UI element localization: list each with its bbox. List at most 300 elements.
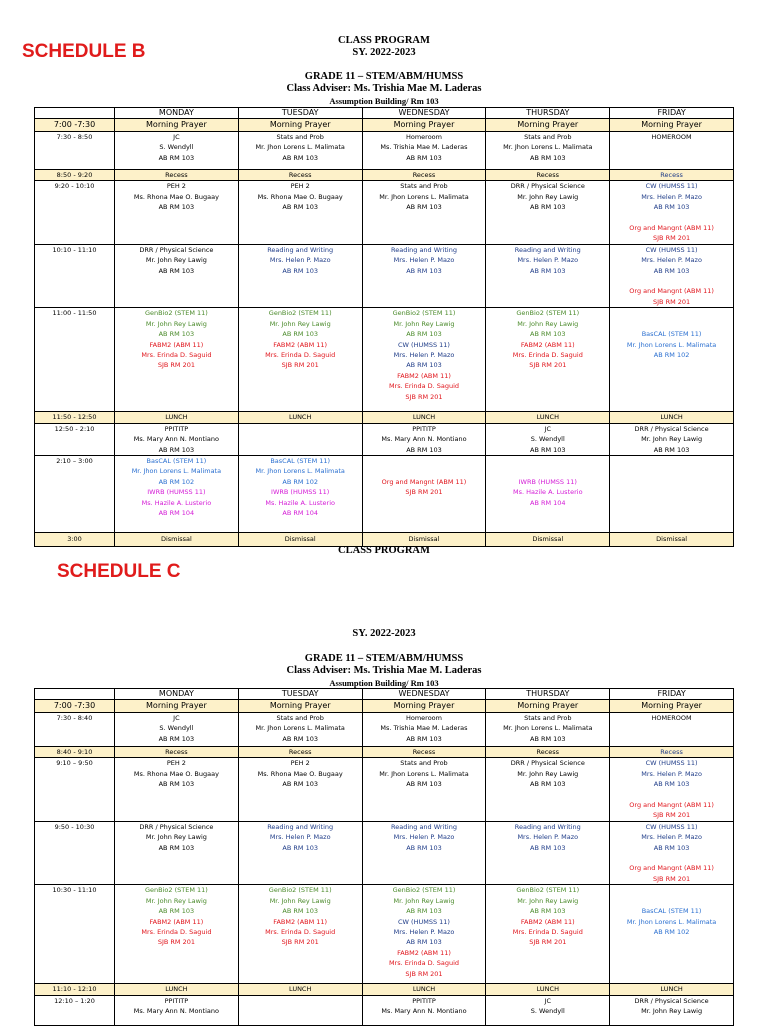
class-cell [486,181,610,244]
class-line: Homeroom [405,133,442,141]
class-line [611,853,732,863]
class-line: Recess [536,748,560,756]
class-line: Ms. Mary Ann N. Montiano [133,435,219,444]
class-line: IWRB (HUMSS 11) [271,488,330,497]
class-cell [486,758,610,821]
class-line: CW (HUMSS 11) [645,759,698,768]
class-cell [362,412,486,423]
time-slot: 7:30 - 8:50 [35,132,115,170]
class-line: PEH 2 [166,182,186,191]
class-line: SJB RM 201 [653,234,691,243]
class-line: Mrs. Erinda D. Saguid [265,927,336,936]
class-line: AB RM 103 [406,153,442,162]
schedule-row [35,181,734,244]
class-line: AB RM 103 [406,445,442,454]
class-cell [115,700,239,713]
class-cell [115,455,239,532]
class-line: Mr. John Rey Lawig [641,1007,703,1016]
class-cell [486,119,610,132]
class-line: Mrs. Helen P. Mazo [641,769,702,778]
class-line: Org and Mangnt (ABM 11) [629,287,714,296]
class-line: DRR / Physical Science [510,759,585,768]
class-line: Mr. Jhon Lorens L. Malimata [255,467,345,476]
class-cell [238,423,362,455]
class-line: DRR / Physical Science [634,424,709,433]
class-line: LUNCH [536,413,559,422]
class-line: AB RM 103 [406,843,442,852]
class-cell [610,244,734,307]
day-header: MONDAY [115,108,239,119]
class-line: Reading and Writing [514,822,581,831]
class-cell [115,119,239,132]
class-line: Mr. John Rey Lawig [269,896,331,905]
class-line: BasCAL (STEM 11) [146,456,207,465]
class-line: GenBio2 (STEM 11) [144,309,208,318]
class-line: BasCAL (STEM 11) [270,456,331,465]
schedule-row [35,885,734,984]
class-line: AB RM 103 [282,843,318,852]
class-line: Ms. Rhona Mae O. Bugaay [257,192,343,201]
class-line: AB RM 103 [530,153,566,162]
class-line: Mrs. Helen P. Mazo [393,833,455,842]
class-cell [115,170,239,181]
class-line: Mrs. Helen P. Mazo [641,192,702,201]
class-line: Mr. John Rey Lawig [517,769,579,778]
class-cell [238,984,362,995]
class-line: CW (HUMSS 11) [645,182,698,191]
class-cell [238,995,362,1025]
class-line: Dismissal [656,535,688,544]
class-cell [610,995,734,1025]
class-line: PPITITP [164,996,189,1005]
class-line: AB RM 103 [158,780,195,789]
day-header: THURSDAY [486,689,610,700]
class-line: AB RM 104 [282,508,318,517]
class-line: AB RM 103 [158,907,195,916]
schedule-b-title: SCHEDULE B [22,41,146,62]
time-slot: 7:30 - 8:40 [35,713,115,747]
class-line: LUNCH [289,413,312,422]
class-line: LUNCH [660,985,683,994]
schedule-c-table [34,688,734,1026]
class-line: Morning Prayer [269,119,331,129]
class-line: Stats and Prob [400,759,448,768]
class-line: AB RM 103 [530,843,566,852]
class-line: AB RM 103 [406,938,442,947]
class-line: Mr. Jhon Lorens L. Malimata [503,143,593,152]
time-slot: 11:00 - 11:50 [35,308,115,412]
class-cell [115,423,239,455]
corner-cell [35,108,115,119]
class-line: AB RM 103 [282,203,318,212]
class-line: Recess [165,748,188,756]
class-line: SJB RM 201 [281,938,319,947]
class-cell [486,170,610,181]
schedule-row [35,244,734,307]
class-cell [486,885,610,984]
class-line: CW (HUMSS 11) [398,340,450,349]
class-line: AB RM 103 [406,361,442,370]
class-cell [362,455,486,532]
schedule-row [35,132,734,170]
class-cell [610,412,734,423]
schedule-b-adviser: Class Adviser: Ms. Trishia Mae M. Laderas [286,83,482,94]
class-cell [362,308,486,412]
class-cell [610,181,734,244]
class-line: Morning Prayer [517,119,579,129]
class-line: Ms. Rhona Mae O. Bugaay [133,769,219,778]
class-line: Mrs. Erinda D. Saguid [388,959,460,968]
class-line: Morning Prayer [146,700,207,710]
class-cell [238,885,362,984]
class-cell [115,995,239,1025]
class-line: AB RM 103 [158,445,195,454]
class-line: Mrs. Erinda D. Saguid [388,382,460,391]
class-line: AB RM 103 [282,266,318,275]
time-slot: 7:00 -7:30 [35,119,115,132]
class-line [611,276,732,286]
schedule-row [35,995,734,1025]
class-line: GenBio2 (STEM 11) [516,309,580,318]
class-line: Mrs. Erinda D. Saguid [141,350,212,359]
class-line: IWRB (HUMSS 11) [147,488,206,497]
class-line [487,466,608,476]
class-line: Mr. Jhon Lorens L. Malimata [626,340,717,349]
time-slot: 7:00 -7:30 [35,700,115,713]
class-cell [238,821,362,884]
schedule-b-footer: CLASS PROGRAM [338,545,430,556]
class-line: Mr. John Rey Lawig [145,896,207,905]
class-cell [238,170,362,181]
class-line: Morning Prayer [517,700,579,710]
time-slot: 12:50 - 2:10 [35,423,115,455]
class-line: FABM2 (ABM 11) [520,340,575,349]
class-line: Recess [536,171,560,179]
class-line [364,456,485,466]
class-cell [362,995,486,1025]
schedule-row [35,747,734,758]
class-line: JC [173,714,180,722]
schedule-row [35,821,734,884]
schedule-row [35,758,734,821]
class-line: LUNCH [412,413,436,422]
class-line: FABM2 (ABM 11) [520,917,575,926]
class-line: FABM2 (ABM 11) [273,340,328,349]
class-line: SJB RM 201 [281,361,319,370]
class-line: GenBio2 (STEM 11) [144,886,208,895]
schedule-row [35,700,734,713]
class-line: Mrs. Erinda D. Saguid [512,927,583,936]
class-line: Ms. Trishia Mae M. Laderas [380,143,468,152]
class-cell [362,821,486,884]
class-line: AB RM 103 [282,780,318,789]
class-line: Reading and Writing [391,822,457,831]
class-line: SJB RM 201 [405,392,443,401]
class-line: GenBio2 (STEM 11) [268,309,332,318]
class-cell [362,181,486,244]
class-line: Mr. Jhon Lorens L. Malimata [626,917,717,926]
class-line: Morning Prayer [393,119,455,129]
class-cell [238,412,362,423]
class-cell [238,713,362,747]
class-line: Recess [288,171,312,179]
class-line: Mrs. Helen P. Mazo [393,350,455,359]
schedule-c-grade: GRADE 11 – STEM/ABM/HUMSS [304,653,464,664]
class-line: AB RM 103 [406,907,442,916]
class-line: SJB RM 201 [653,297,691,306]
class-cell [610,821,734,884]
class-line: CW (HUMSS 11) [645,822,698,831]
class-line: Mr. John Rey Lawig [393,896,455,905]
class-line: Dismissal [532,535,564,544]
class-cell [115,758,239,821]
class-line: Morning Prayer [146,119,207,129]
class-line: AB RM 103 [653,780,690,789]
class-line: AB RM 103 [530,445,566,454]
class-cell [610,984,734,995]
class-cell [115,713,239,747]
class-line: AB RM 103 [282,153,318,162]
class-cell [486,423,610,455]
class-line: AB RM 103 [653,266,690,275]
class-line: Org and Mangnt (ABM 11) [381,477,467,486]
class-line: SJB RM 201 [405,969,443,978]
class-line [611,885,732,895]
class-cell [610,170,734,181]
class-cell [610,758,734,821]
class-line: GenBio2 (STEM 11) [392,886,456,895]
class-line: Mrs. Helen P. Mazo [269,256,331,265]
class-line: Mrs. Helen P. Mazo [269,833,331,842]
class-line: CW (HUMSS 11) [398,917,450,926]
class-line: Ms. Hazile A. Lusterio [141,498,212,507]
class-line: Mrs. Helen P. Mazo [517,256,579,265]
schedule-row [35,119,734,132]
class-line: AB RM 103 [158,203,195,212]
schedule-c-room: Assumption Building/ Rm 103 [329,678,439,688]
schedule-row [35,984,734,995]
class-line: S. Wendyll [530,435,565,444]
schedule-row [35,455,734,532]
class-cell [486,984,610,995]
class-cell [486,132,610,170]
class-line: AB RM 103 [530,266,566,275]
class-line: Mrs. Helen P. Mazo [641,833,702,842]
schedule-row [35,170,734,181]
class-cell [486,821,610,884]
day-header: WEDNESDAY [362,108,486,119]
day-header: WEDNESDAY [362,689,486,700]
schedule-c-title: SCHEDULE C [57,561,181,582]
class-line [611,319,732,329]
time-slot: 3:00 [35,532,115,546]
class-line: AB RM 103 [530,330,566,339]
class-line: SJB RM 201 [157,361,195,370]
class-line: Org and Mangnt (ABM 11) [629,864,714,873]
class-line: SJB RM 201 [653,874,691,883]
class-line: PPITITP [412,996,436,1005]
class-line: JC [544,424,552,433]
class-line: BasCAL (STEM 11) [641,330,702,339]
class-line: Org and Mangnt (ABM 11) [629,801,714,810]
class-line: S. Wendyll [159,143,194,152]
class-line: AB RM 103 [653,203,690,212]
class-line: AB RM 103 [282,907,318,916]
class-line: Mr. John Rey Lawig [641,435,703,444]
class-cell [362,984,486,995]
class-line: Ms. Trishia Mae M. Laderas [380,724,468,733]
class-cell [362,423,486,455]
class-cell [486,747,610,758]
class-line: Mrs. Erinda D. Saguid [512,350,583,359]
class-line: AB RM 103 [653,843,690,852]
class-cell [115,132,239,170]
class-line: HOMEROOM [651,133,692,141]
class-line: Morning Prayer [269,700,331,710]
class-line: Org and Mangnt (ABM 11) [629,224,714,233]
class-cell [115,984,239,995]
class-line: AB RM 102 [282,477,318,486]
class-line: LUNCH [289,985,312,994]
class-line: Ms. Mary Ann N. Montiano [381,1007,467,1016]
class-cell [610,700,734,713]
class-line: Ms. Rhona Mae O. Bugaay [257,769,343,778]
class-line: S. Wendyll [530,1007,565,1016]
day-header: TUESDAY [238,108,362,119]
class-line: Mr. John Rey Lawig [517,896,579,905]
class-cell [115,412,239,423]
class-line: DRR / Physical Science [139,822,214,831]
class-line: AB RM 102 [653,927,690,936]
class-line: SJB RM 201 [653,811,691,820]
schedule-c-adviser: Class Adviser: Ms. Trishia Mae M. Laderas [286,665,482,676]
class-line: Reading and Writing [267,822,334,831]
class-line: FABM2 (ABM 11) [149,917,204,926]
class-line: Stats and Prob [400,182,448,191]
schedule-b-header-title: CLASS PROGRAM [338,35,430,46]
class-cell [115,821,239,884]
class-cell [362,758,486,821]
class-cell [238,455,362,532]
class-line: AB RM 103 [530,907,566,916]
class-cell [115,308,239,412]
class-line: Ms. Rhona Mae O. Bugaay [133,192,219,201]
class-line [611,790,732,800]
class-line: AB RM 103 [406,330,442,339]
class-line: Morning Prayer [393,700,455,710]
class-cell [362,713,486,747]
time-slot: 9:50 - 10:30 [35,821,115,884]
class-line: Mr. John Rey Lawig [145,319,207,328]
class-line: Mrs. Helen P. Mazo [393,256,455,265]
class-line: HOMEROOM [651,714,692,722]
class-cell [486,995,610,1025]
class-line: Mr. John Rey Lawig [393,319,455,328]
class-line: Mr. John Rey Lawig [517,319,579,328]
class-line: LUNCH [536,985,559,994]
schedule-row [35,423,734,455]
class-line: Ms. Mary Ann N. Montiano [133,1007,219,1016]
class-line: Stats and Prob [276,133,324,141]
class-line: SJB RM 201 [157,938,195,947]
class-line: Mr. Jhon Lorens L. Malimata [255,724,345,733]
time-slot: 11:50 - 12:50 [35,412,115,423]
class-line: Mr. Jhon Lorens L. Malimata [379,192,469,201]
schedule-row [35,412,734,423]
class-cell [362,700,486,713]
class-line: FABM2 (ABM 11) [397,371,451,380]
class-cell [362,119,486,132]
class-cell [610,455,734,532]
class-line: JC [173,133,180,141]
class-line: JC [544,996,552,1005]
class-cell [238,308,362,412]
class-cell [238,132,362,170]
class-line: AB RM 103 [406,266,442,275]
class-cell [610,308,734,412]
class-line: Stats and Prob [524,133,572,141]
class-line: BasCAL (STEM 11) [641,907,702,916]
class-cell [486,244,610,307]
class-line: AB RM 103 [530,780,566,789]
class-line: IWRB (HUMSS 11) [518,477,577,486]
schedule-row [35,713,734,747]
time-slot: 8:50 - 9:20 [35,170,115,181]
class-line: GenBio2 (STEM 11) [516,886,580,895]
class-line: FABM2 (ABM 11) [273,917,328,926]
class-cell [362,170,486,181]
class-cell [115,747,239,758]
class-cell [362,747,486,758]
class-line: PEH 2 [166,759,186,768]
schedule-b-grade: GRADE 11 – STEM/ABM/HUMSS [304,71,464,82]
class-cell [486,412,610,423]
class-line: Stats and Prob [524,714,572,722]
class-line: Morning Prayer [641,700,702,710]
class-cell [115,244,239,307]
class-cell [610,713,734,747]
class-line: Reading and Writing [267,245,334,254]
class-line: Recess [412,748,436,756]
class-line [611,308,732,318]
class-cell [238,747,362,758]
class-line: Morning Prayer [641,119,702,129]
class-line: Mr. John Rey Lawig [145,256,207,265]
schedule-b-school-year: SY. 2022-2023 [352,47,416,58]
class-line: AB RM 104 [530,498,566,507]
class-line: Mr. John Rey Lawig [517,192,579,201]
class-line: Stats and Prob [276,714,324,722]
class-line: LUNCH [660,413,683,422]
class-line: DRR / Physical Science [634,996,709,1005]
class-line: DRR / Physical Science [139,245,214,254]
class-cell [486,455,610,532]
schedule-b-room: Assumption Building/ Rm 103 [329,96,439,106]
class-line: Mrs. Helen P. Mazo [641,256,702,265]
class-line: AB RM 103 [406,780,442,789]
class-line: AB RM 103 [282,734,318,743]
class-cell [362,885,486,984]
class-line: AB RM 103 [158,734,195,743]
class-line: AB RM 103 [406,734,442,743]
class-line: AB RM 102 [158,477,195,486]
day-header: THURSDAY [486,108,610,119]
class-cell [610,132,734,170]
class-line: AB RM 104 [158,508,195,517]
class-line: Mr. Jhon Lorens L. Malimata [255,143,345,152]
class-cell [115,181,239,244]
class-line: AB RM 102 [653,350,690,359]
